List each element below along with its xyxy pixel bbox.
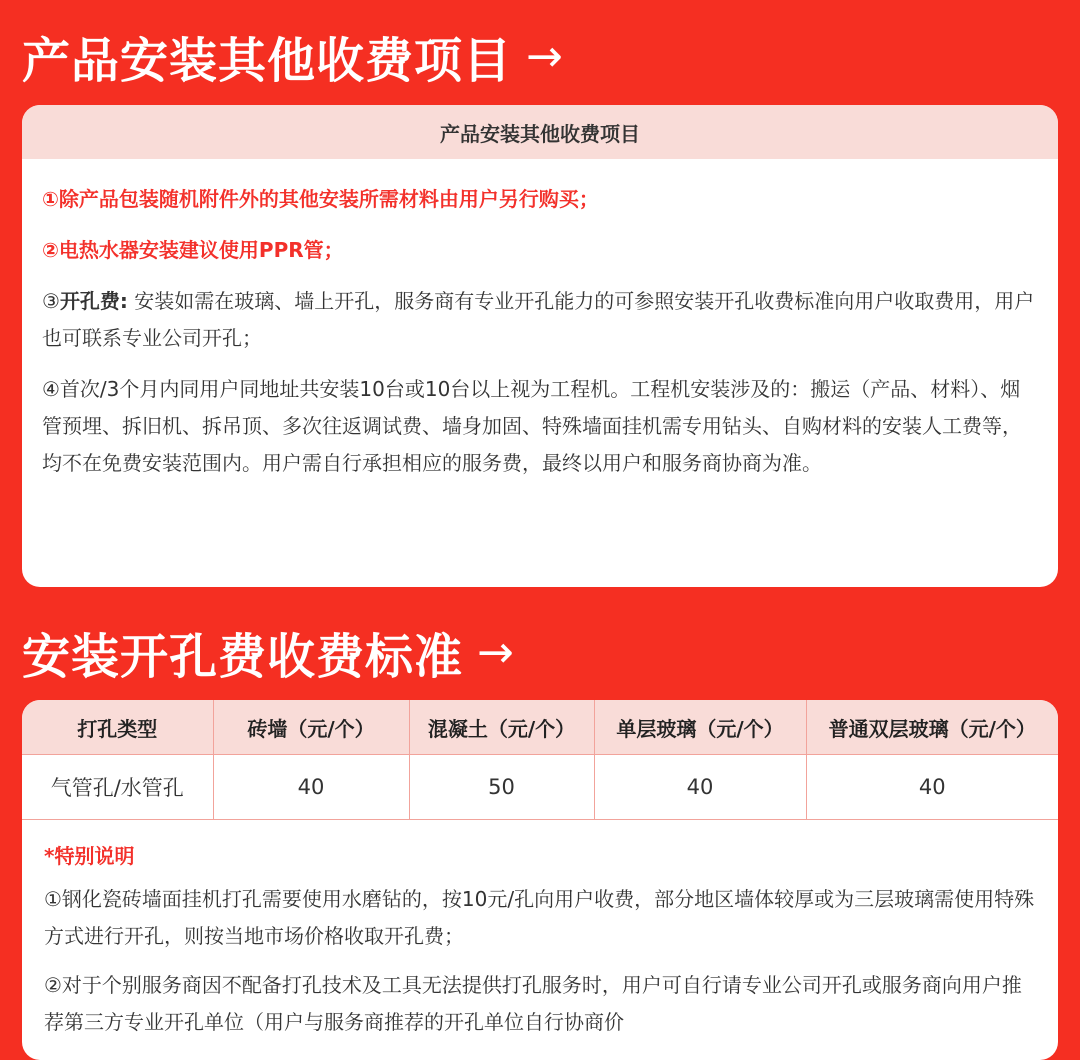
section-title-text: 安装开孔费收费标准 xyxy=(22,629,464,685)
table-header-cell: 单层玻璃（元/个） xyxy=(594,700,806,755)
table-header-cell: 普通双层玻璃（元/个） xyxy=(806,700,1058,755)
card-body xyxy=(22,159,1058,482)
arrow-right-icon: → xyxy=(477,627,515,678)
list-item: ①除产品包装随机附件外的其他安装所需材料由用户另行购买； xyxy=(42,187,599,211)
table-cell: 40 xyxy=(806,755,1058,820)
item-prefix: ③ xyxy=(42,289,60,313)
table-cell: 50 xyxy=(409,755,594,820)
special-notes xyxy=(22,820,1058,1041)
notes-title: *特别说明 xyxy=(44,844,135,868)
card-header: 产品安装其他收费项目 xyxy=(22,105,1058,159)
list-item: ④首次/3个月内同用户同地址共安装10台或10台以上视为工程机。工程机安装涉及的：搬运（产品、材料）、烟管预埋、拆旧机、拆吊顶、多次往返调试费、墙身加固、特殊墙面挂机需专用钻头、自购材料的安装人工费等，均不在免费安装范围内。用户需自行承担相应的服务费，最终以用户和服务商协商为准。 xyxy=(42,377,1022,475)
other-fees-card xyxy=(22,105,1058,587)
table-header-cell: 砖墙（元/个） xyxy=(213,700,409,755)
note-item: ①钢化瓷砖墙面挂机打孔需要使用水磨钻的，按10元/孔向用户收费，部分地区墙体较厚或为三层玻璃需使用特殊方式进行开孔，则按当地市场价格收取开孔费； xyxy=(44,887,1035,948)
list-item: ②电热水器安装建议使用PPR管； xyxy=(42,238,344,262)
arrow-right-icon: → xyxy=(526,31,564,82)
table-cell: 气管孔/水管孔 xyxy=(22,755,213,820)
section-title-drilling-fees xyxy=(22,618,515,687)
table-header-cell: 混凝土（元/个） xyxy=(409,700,594,755)
table-cell: 40 xyxy=(594,755,806,820)
table-header-cell: 打孔类型 xyxy=(22,700,213,755)
table-cell: 40 xyxy=(213,755,409,820)
drilling-fees-card xyxy=(22,700,1058,1060)
list-item xyxy=(42,283,1038,357)
note-item: ②对于个别服务商因不配备打孔技术及工具无法提供打孔服务时，用户可自行请专业公司开孔或服务商向用户推荐第三方专业开孔单位（用户与服务商推荐的开孔单位自行协商价 xyxy=(44,973,1022,1034)
table-header-row xyxy=(22,700,1058,755)
item-text: 安装如需在玻璃、墙上开孔，服务商有专业开孔能力的可参照安装开孔收费标准向用户收取费用，用户也可联系专业公司开孔； xyxy=(42,289,1035,350)
item-bold-label: 开孔费: xyxy=(59,289,128,313)
section-title-text: 产品安装其他收费项目 xyxy=(22,33,513,89)
fee-table xyxy=(22,700,1058,820)
table-row xyxy=(22,755,1058,820)
section-title-other-fees xyxy=(22,22,564,91)
